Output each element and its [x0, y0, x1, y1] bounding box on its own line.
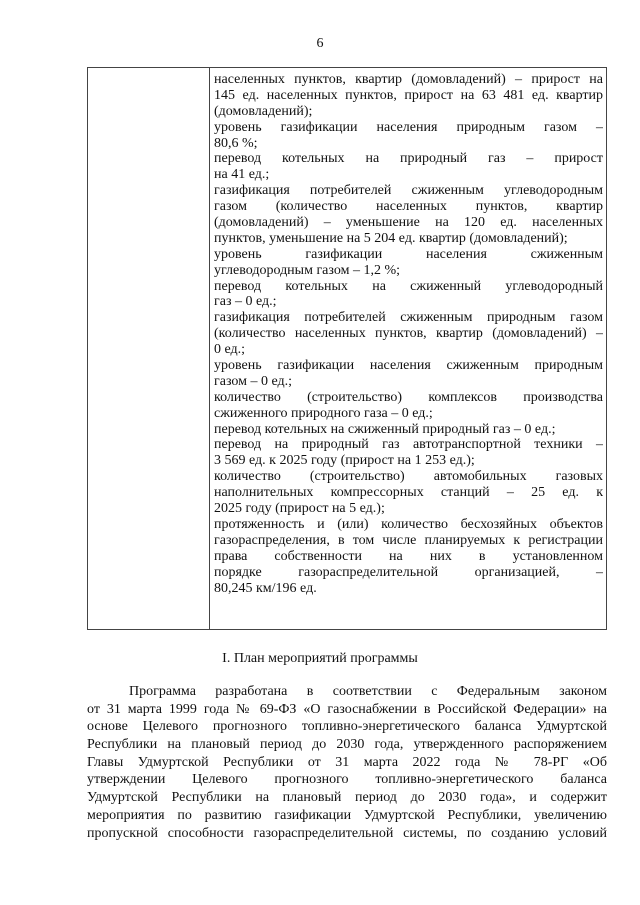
table-line: перевод котельных на сжиженный углеводородный [214, 278, 603, 294]
paragraph-line: Республики на плановый период до 2030 года, утвержденного распоряжением [87, 737, 607, 753]
table-line: перевод на природный газ автотранспортной техники – [214, 437, 603, 453]
table-line: углеводородным газом – 1,2 %; [214, 262, 400, 278]
table-line: порядке газораспределительной организацией, – [214, 564, 603, 580]
table-line: газораспределения, в том числе планируемых к регистрации [214, 532, 603, 548]
table-line: 145 ед. населенных пунктов, прирост на 63 481 ед. квартир [214, 87, 603, 103]
table-line: 0 ед.; [214, 342, 246, 358]
table-right-cell [210, 68, 606, 629]
table-line: перевод котельных на сжиженный природный газ – 0 ед.; [214, 421, 556, 437]
table-line: газом – 0 ед.; [214, 373, 293, 389]
paragraph-line: пропускной способности газораспределительной системы, по созданию условий [87, 825, 607, 841]
table-line: газификация потребителей сжиженным углеводородным [214, 183, 603, 199]
table-line: газификация потребителей сжиженным природным газом [214, 310, 603, 326]
paragraph-line: от 31 марта 1999 года № 69-ФЗ «О газоснабжении в Российской Федерации» на [87, 701, 607, 717]
paragraph-line: утверждении Целевого прогнозного топливно-энергетического баланса [87, 772, 607, 788]
table-line: количество (строительство) комплексов производства [214, 389, 603, 405]
table-line: 2025 году (прирост на 5 ед.); [214, 501, 385, 517]
paragraph-line: Главы Удмуртской Республики от 31 марта 2022 года № 78-РГ «Об [87, 754, 607, 770]
table-line: на 41 ед.; [214, 167, 270, 183]
table-line: 80,245 км/196 ед. [214, 580, 317, 596]
indicators-table [87, 67, 607, 630]
table-line: 3 569 ед. к 2025 году (прирост на 1 253 ед.); [214, 453, 475, 469]
table-line: пунктов, уменьшение на 5 204 ед. квартир (домовладений); [214, 230, 568, 246]
table-line: перевод котельных на природный газ – прирост [214, 151, 603, 167]
table-line: уровень газификации населения сжиженным природным [214, 358, 603, 374]
table-line: наполнительных компрессорных станций – 25 ед. к [214, 485, 603, 501]
table-line: уровень газификации населения сжиженным [214, 246, 603, 262]
table-line: уровень газификации населения природным газом – [214, 119, 603, 135]
table-line: газом (количество населенных пунктов, квартир [214, 199, 603, 215]
paragraph-line: Программа разработана в соответствии с Федеральным законом [129, 684, 607, 699]
paragraph-line: Удмуртской Республики на плановый период до 2030 года», и содержит [87, 790, 607, 806]
table-line: сжиженного природного газа – 0 ед.; [214, 405, 433, 421]
table-line: количество (строительство) автомобильных газовых [214, 469, 603, 485]
table-line: 80,6 %; [214, 135, 258, 151]
table-line: газ – 0 ед.; [214, 294, 277, 310]
table-line: (домовладений) – уменьшение на 120 ед. населенных [214, 215, 603, 231]
section-heading: I. План мероприятий программы [222, 651, 418, 666]
body-paragraph [87, 683, 607, 842]
table-line: права собственности на них в установленном [214, 548, 603, 564]
table-line: (количество населенных пунктов, квартир (домовладений) – [214, 326, 603, 342]
table-left-cell [88, 68, 210, 629]
paragraph-line: мероприятия по развитию газификации Удмуртской Республики, увеличению [87, 807, 607, 823]
table-line: протяженность и (или) количество бесхозяйных объектов [214, 516, 603, 532]
table-line: (домовладений); [214, 103, 313, 119]
table-line: населенных пунктов, квартир (домовладений) – прирост на [214, 72, 603, 87]
page-number: 6 [316, 36, 324, 51]
paragraph-line: основе Целевого прогнозного топливно-энергетического баланса Удмуртской [87, 719, 607, 735]
